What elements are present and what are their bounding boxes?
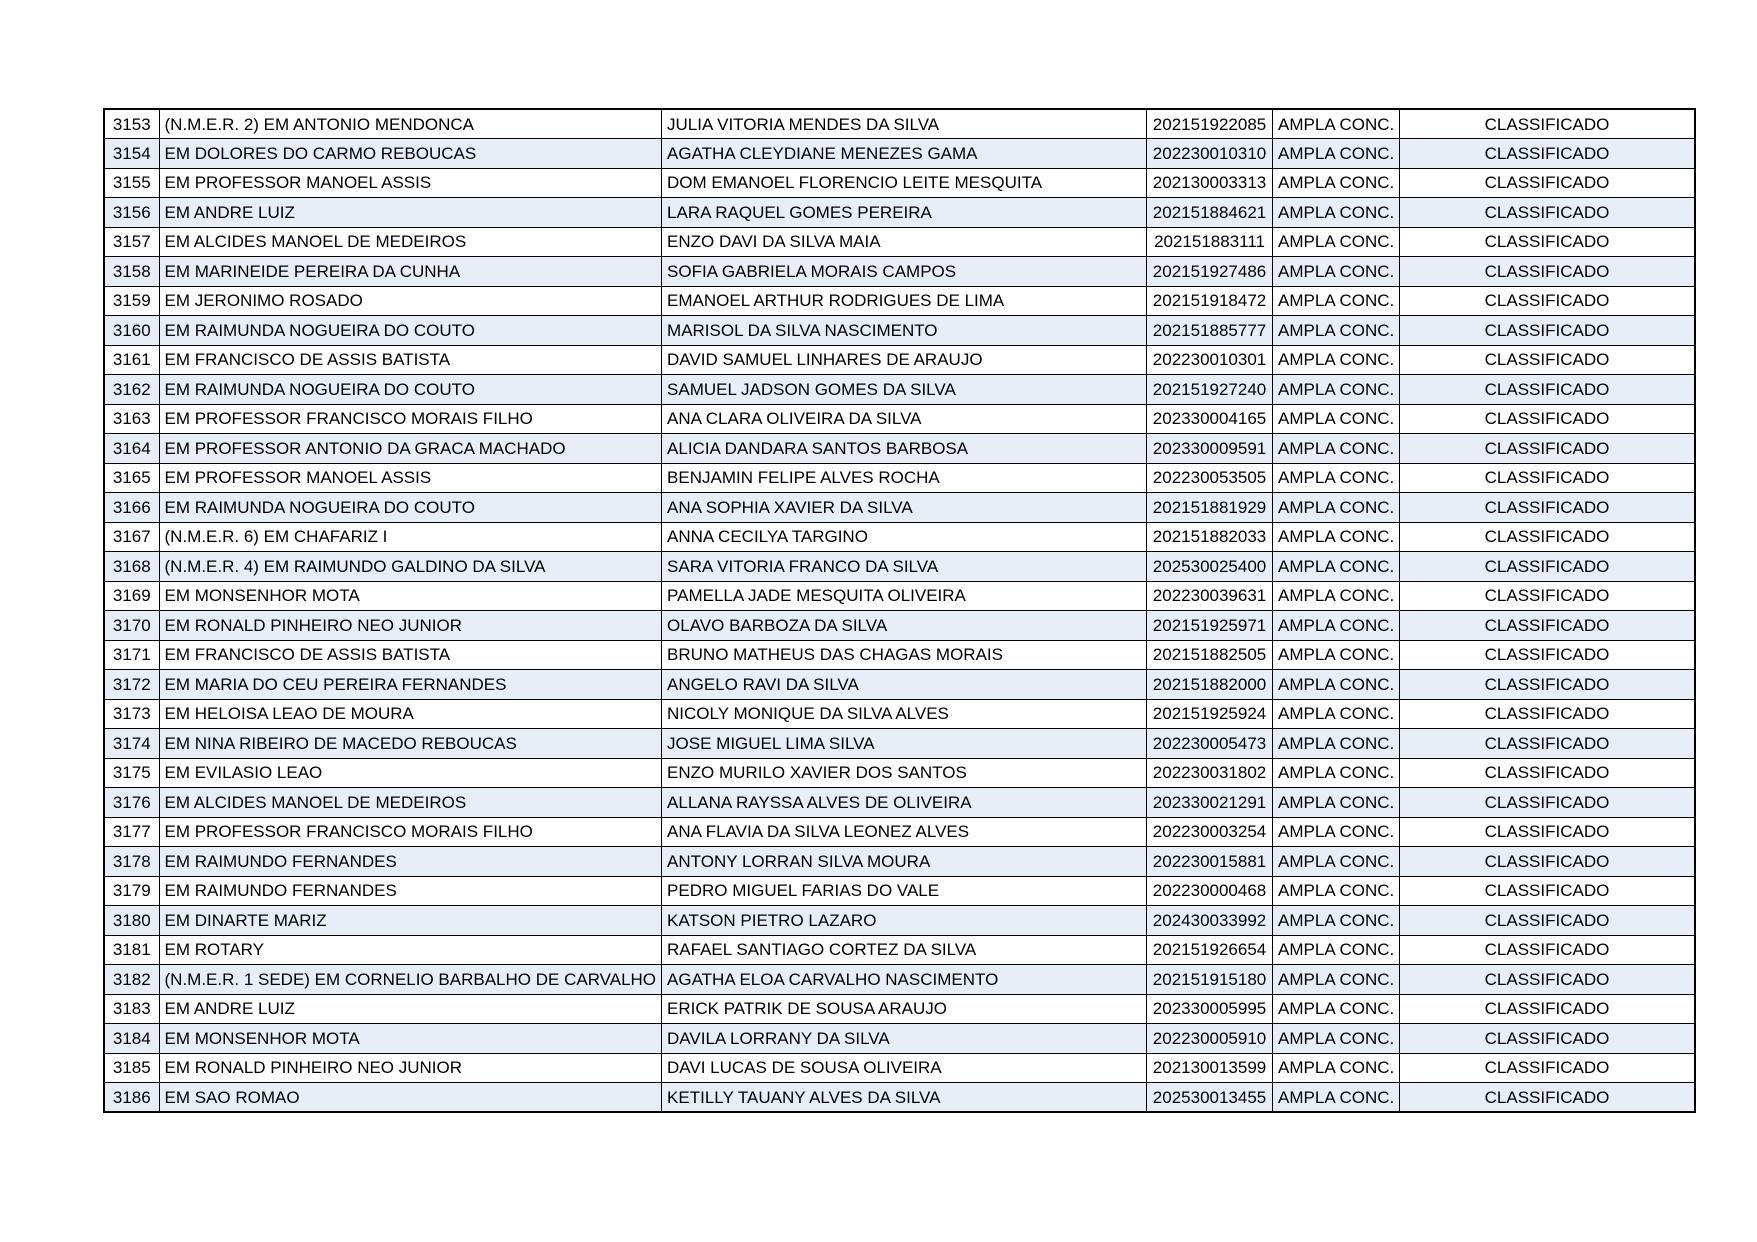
results-table-body <box>104 109 1695 1112</box>
school-cell: EM RAIMUNDA NOGUEIRA DO COUTO <box>159 493 662 523</box>
rank-cell: 3163 <box>104 404 159 434</box>
student-cell: ALICIA DANDARA SANTOS BARBOSA <box>662 434 1147 464</box>
status-cell: CLASSIFICADO <box>1400 758 1695 788</box>
table-row <box>104 522 1695 552</box>
category-cell: AMPLA CONC. <box>1273 581 1400 611</box>
student-cell: KATSON PIETRO LAZARO <box>662 906 1147 936</box>
school-cell: EM RONALD PINHEIRO NEO JUNIOR <box>159 1053 662 1083</box>
category-cell: AMPLA CONC. <box>1273 817 1400 847</box>
table-row <box>104 1053 1695 1083</box>
school-cell: EM MONSENHOR MOTA <box>159 1024 662 1054</box>
category-cell: AMPLA CONC. <box>1273 316 1400 346</box>
category-cell: AMPLA CONC. <box>1273 670 1400 700</box>
enrollment-cell: 202330009591 <box>1147 434 1273 464</box>
results-table <box>103 108 1696 1113</box>
table-row <box>104 581 1695 611</box>
rank-cell: 3170 <box>104 611 159 641</box>
table-row <box>104 168 1695 198</box>
category-cell: AMPLA CONC. <box>1273 965 1400 995</box>
student-cell: AGATHA CLEYDIANE MENEZES GAMA <box>662 139 1147 169</box>
school-cell: EM ALCIDES MANOEL DE MEDEIROS <box>159 788 662 818</box>
student-cell: JOSE MIGUEL LIMA SILVA <box>662 729 1147 759</box>
status-cell: CLASSIFICADO <box>1400 198 1695 228</box>
rank-cell: 3168 <box>104 552 159 582</box>
table-row <box>104 994 1695 1024</box>
enrollment-cell: 202230003254 <box>1147 817 1273 847</box>
rank-cell: 3160 <box>104 316 159 346</box>
category-cell: AMPLA CONC. <box>1273 906 1400 936</box>
enrollment-cell: 202151922085 <box>1147 109 1273 139</box>
enrollment-cell: 202151885777 <box>1147 316 1273 346</box>
status-cell: CLASSIFICADO <box>1400 404 1695 434</box>
student-cell: SOFIA GABRIELA MORAIS CAMPOS <box>662 257 1147 287</box>
student-cell: SARA VITORIA FRANCO DA SILVA <box>662 552 1147 582</box>
status-cell: CLASSIFICADO <box>1400 1083 1695 1113</box>
table-row <box>104 906 1695 936</box>
table-row <box>104 227 1695 257</box>
category-cell: AMPLA CONC. <box>1273 109 1400 139</box>
category-cell: AMPLA CONC. <box>1273 847 1400 877</box>
student-cell: RAFAEL SANTIAGO CORTEZ DA SILVA <box>662 935 1147 965</box>
category-cell: AMPLA CONC. <box>1273 227 1400 257</box>
category-cell: AMPLA CONC. <box>1273 434 1400 464</box>
rank-cell: 3157 <box>104 227 159 257</box>
enrollment-cell: 202151882505 <box>1147 640 1273 670</box>
category-cell: AMPLA CONC. <box>1273 1024 1400 1054</box>
status-cell: CLASSIFICADO <box>1400 670 1695 700</box>
table-row <box>104 316 1695 346</box>
table-row <box>104 109 1695 139</box>
table-row <box>104 286 1695 316</box>
rank-cell: 3186 <box>104 1083 159 1113</box>
rank-cell: 3172 <box>104 670 159 700</box>
category-cell: AMPLA CONC. <box>1273 640 1400 670</box>
student-cell: NICOLY MONIQUE DA SILVA ALVES <box>662 699 1147 729</box>
status-cell: CLASSIFICADO <box>1400 847 1695 877</box>
rank-cell: 3155 <box>104 168 159 198</box>
status-cell: CLASSIFICADO <box>1400 463 1695 493</box>
status-cell: CLASSIFICADO <box>1400 375 1695 405</box>
school-cell: EM MARINEIDE PEREIRA DA CUNHA <box>159 257 662 287</box>
school-cell: EM DOLORES DO CARMO REBOUCAS <box>159 139 662 169</box>
school-cell: EM PROFESSOR ANTONIO DA GRACA MACHADO <box>159 434 662 464</box>
table-row <box>104 847 1695 877</box>
enrollment-cell: 202151918472 <box>1147 286 1273 316</box>
category-cell: AMPLA CONC. <box>1273 1053 1400 1083</box>
student-cell: ANA FLAVIA DA SILVA LEONEZ ALVES <box>662 817 1147 847</box>
enrollment-cell: 202530013455 <box>1147 1083 1273 1113</box>
school-cell: EM MARIA DO CEU PEREIRA FERNANDES <box>159 670 662 700</box>
student-cell: ANNA CECILYA TARGINO <box>662 522 1147 552</box>
category-cell: AMPLA CONC. <box>1273 463 1400 493</box>
rank-cell: 3169 <box>104 581 159 611</box>
school-cell: (N.M.E.R. 2) EM ANTONIO MENDONCA <box>159 109 662 139</box>
status-cell: CLASSIFICADO <box>1400 611 1695 641</box>
enrollment-cell: 202151881929 <box>1147 493 1273 523</box>
student-cell: BRUNO MATHEUS DAS CHAGAS MORAIS <box>662 640 1147 670</box>
enrollment-cell: 202151884621 <box>1147 198 1273 228</box>
rank-cell: 3177 <box>104 817 159 847</box>
student-cell: ENZO DAVI DA SILVA MAIA <box>662 227 1147 257</box>
category-cell: AMPLA CONC. <box>1273 935 1400 965</box>
rank-cell: 3167 <box>104 522 159 552</box>
student-cell: OLAVO BARBOZA DA SILVA <box>662 611 1147 641</box>
enrollment-cell: 202230010310 <box>1147 139 1273 169</box>
school-cell: EM HELOISA LEAO DE MOURA <box>159 699 662 729</box>
student-cell: PAMELLA JADE MESQUITA OLIVEIRA <box>662 581 1147 611</box>
category-cell: AMPLA CONC. <box>1273 611 1400 641</box>
category-cell: AMPLA CONC. <box>1273 758 1400 788</box>
school-cell: EM SAO ROMAO <box>159 1083 662 1113</box>
school-cell: EM RONALD PINHEIRO NEO JUNIOR <box>159 611 662 641</box>
category-cell: AMPLA CONC. <box>1273 994 1400 1024</box>
student-cell: ANTONY LORRAN SILVA MOURA <box>662 847 1147 877</box>
rank-cell: 3153 <box>104 109 159 139</box>
rank-cell: 3183 <box>104 994 159 1024</box>
category-cell: AMPLA CONC. <box>1273 522 1400 552</box>
school-cell: EM FRANCISCO DE ASSIS BATISTA <box>159 345 662 375</box>
status-cell: CLASSIFICADO <box>1400 935 1695 965</box>
student-cell: BENJAMIN FELIPE ALVES ROCHA <box>662 463 1147 493</box>
school-cell: EM PROFESSOR MANOEL ASSIS <box>159 463 662 493</box>
student-cell: MARISOL DA SILVA NASCIMENTO <box>662 316 1147 346</box>
school-cell: EM ANDRE LUIZ <box>159 994 662 1024</box>
rank-cell: 3159 <box>104 286 159 316</box>
rank-cell: 3154 <box>104 139 159 169</box>
status-cell: CLASSIFICADO <box>1400 286 1695 316</box>
school-cell: EM MONSENHOR MOTA <box>159 581 662 611</box>
table-row <box>104 1024 1695 1054</box>
table-row <box>104 493 1695 523</box>
rank-cell: 3156 <box>104 198 159 228</box>
school-cell: EM NINA RIBEIRO DE MACEDO REBOUCAS <box>159 729 662 759</box>
status-cell: CLASSIFICADO <box>1400 139 1695 169</box>
school-cell: EM PROFESSOR MANOEL ASSIS <box>159 168 662 198</box>
status-cell: CLASSIFICADO <box>1400 699 1695 729</box>
student-cell: DAVID SAMUEL LINHARES DE ARAUJO <box>662 345 1147 375</box>
status-cell: CLASSIFICADO <box>1400 729 1695 759</box>
table-row <box>104 404 1695 434</box>
school-cell: EM JERONIMO ROSADO <box>159 286 662 316</box>
table-row <box>104 198 1695 228</box>
enrollment-cell: 202230031802 <box>1147 758 1273 788</box>
rank-cell: 3185 <box>104 1053 159 1083</box>
table-row <box>104 434 1695 464</box>
table-row <box>104 729 1695 759</box>
rank-cell: 3175 <box>104 758 159 788</box>
enrollment-cell: 202230015881 <box>1147 847 1273 877</box>
category-cell: AMPLA CONC. <box>1273 198 1400 228</box>
enrollment-cell: 202530025400 <box>1147 552 1273 582</box>
status-cell: CLASSIFICADO <box>1400 640 1695 670</box>
student-cell: SAMUEL JADSON GOMES DA SILVA <box>662 375 1147 405</box>
rank-cell: 3166 <box>104 493 159 523</box>
enrollment-cell: 202230039631 <box>1147 581 1273 611</box>
rank-cell: 3162 <box>104 375 159 405</box>
enrollment-cell: 202130013599 <box>1147 1053 1273 1083</box>
status-cell: CLASSIFICADO <box>1400 493 1695 523</box>
school-cell: (N.M.E.R. 1 SEDE) EM CORNELIO BARBALHO DE CARVALHO <box>159 965 662 995</box>
rank-cell: 3174 <box>104 729 159 759</box>
status-cell: CLASSIFICADO <box>1400 552 1695 582</box>
category-cell: AMPLA CONC. <box>1273 788 1400 818</box>
category-cell: AMPLA CONC. <box>1273 493 1400 523</box>
enrollment-cell: 202151915180 <box>1147 965 1273 995</box>
category-cell: AMPLA CONC. <box>1273 375 1400 405</box>
status-cell: CLASSIFICADO <box>1400 227 1695 257</box>
status-cell: CLASSIFICADO <box>1400 434 1695 464</box>
school-cell: EM EVILASIO LEAO <box>159 758 662 788</box>
school-cell: EM ALCIDES MANOEL DE MEDEIROS <box>159 227 662 257</box>
status-cell: CLASSIFICADO <box>1400 965 1695 995</box>
school-cell: EM FRANCISCO DE ASSIS BATISTA <box>159 640 662 670</box>
student-cell: ANA SOPHIA XAVIER DA SILVA <box>662 493 1147 523</box>
school-cell: EM RAIMUNDA NOGUEIRA DO COUTO <box>159 316 662 346</box>
rank-cell: 3182 <box>104 965 159 995</box>
status-cell: CLASSIFICADO <box>1400 522 1695 552</box>
school-cell: EM RAIMUNDO FERNANDES <box>159 876 662 906</box>
table-row <box>104 935 1695 965</box>
category-cell: AMPLA CONC. <box>1273 729 1400 759</box>
rank-cell: 3165 <box>104 463 159 493</box>
enrollment-cell: 202330005995 <box>1147 994 1273 1024</box>
rank-cell: 3158 <box>104 257 159 287</box>
student-cell: DAVI LUCAS DE SOUSA OLIVEIRA <box>662 1053 1147 1083</box>
enrollment-cell: 202151882000 <box>1147 670 1273 700</box>
enrollment-cell: 202151925924 <box>1147 699 1273 729</box>
category-cell: AMPLA CONC. <box>1273 139 1400 169</box>
student-cell: ANA CLARA OLIVEIRA DA SILVA <box>662 404 1147 434</box>
category-cell: AMPLA CONC. <box>1273 699 1400 729</box>
enrollment-cell: 202130003313 <box>1147 168 1273 198</box>
school-cell: EM ROTARY <box>159 935 662 965</box>
status-cell: CLASSIFICADO <box>1400 906 1695 936</box>
student-cell: DOM EMANOEL FLORENCIO LEITE MESQUITA <box>662 168 1147 198</box>
table-row <box>104 1083 1695 1113</box>
rank-cell: 3184 <box>104 1024 159 1054</box>
enrollment-cell: 202230000468 <box>1147 876 1273 906</box>
rank-cell: 3176 <box>104 788 159 818</box>
table-row <box>104 670 1695 700</box>
rank-cell: 3180 <box>104 906 159 936</box>
student-cell: PEDRO MIGUEL FARIAS DO VALE <box>662 876 1147 906</box>
status-cell: CLASSIFICADO <box>1400 316 1695 346</box>
student-cell: EMANOEL ARTHUR RODRIGUES DE LIMA <box>662 286 1147 316</box>
rank-cell: 3173 <box>104 699 159 729</box>
category-cell: AMPLA CONC. <box>1273 168 1400 198</box>
enrollment-cell: 202230010301 <box>1147 345 1273 375</box>
table-row <box>104 611 1695 641</box>
enrollment-cell: 202151883111 <box>1147 227 1273 257</box>
enrollment-cell: 202230053505 <box>1147 463 1273 493</box>
table-row <box>104 345 1695 375</box>
category-cell: AMPLA CONC. <box>1273 286 1400 316</box>
rank-cell: 3181 <box>104 935 159 965</box>
status-cell: CLASSIFICADO <box>1400 257 1695 287</box>
enrollment-cell: 202430033992 <box>1147 906 1273 936</box>
rank-cell: 3171 <box>104 640 159 670</box>
status-cell: CLASSIFICADO <box>1400 345 1695 375</box>
category-cell: AMPLA CONC. <box>1273 404 1400 434</box>
school-cell: EM PROFESSOR FRANCISCO MORAIS FILHO <box>159 817 662 847</box>
school-cell: EM PROFESSOR FRANCISCO MORAIS FILHO <box>159 404 662 434</box>
category-cell: AMPLA CONC. <box>1273 257 1400 287</box>
school-cell: EM DINARTE MARIZ <box>159 906 662 936</box>
status-cell: CLASSIFICADO <box>1400 788 1695 818</box>
rank-cell: 3164 <box>104 434 159 464</box>
status-cell: CLASSIFICADO <box>1400 1024 1695 1054</box>
enrollment-cell: 202151926654 <box>1147 935 1273 965</box>
table-row <box>104 640 1695 670</box>
school-cell: (N.M.E.R. 4) EM RAIMUNDO GALDINO DA SILVA <box>159 552 662 582</box>
enrollment-cell: 202330021291 <box>1147 788 1273 818</box>
table-row <box>104 699 1695 729</box>
rank-cell: 3178 <box>104 847 159 877</box>
table-row <box>104 552 1695 582</box>
school-cell: EM RAIMUNDO FERNANDES <box>159 847 662 877</box>
student-cell: LARA RAQUEL GOMES PEREIRA <box>662 198 1147 228</box>
enrollment-cell: 202151882033 <box>1147 522 1273 552</box>
student-cell: KETILLY TAUANY ALVES DA SILVA <box>662 1083 1147 1113</box>
enrollment-cell: 202230005473 <box>1147 729 1273 759</box>
status-cell: CLASSIFICADO <box>1400 994 1695 1024</box>
table-row <box>104 788 1695 818</box>
table-row <box>104 876 1695 906</box>
status-cell: CLASSIFICADO <box>1400 876 1695 906</box>
category-cell: AMPLA CONC. <box>1273 345 1400 375</box>
enrollment-cell: 202330004165 <box>1147 404 1273 434</box>
status-cell: CLASSIFICADO <box>1400 168 1695 198</box>
category-cell: AMPLA CONC. <box>1273 876 1400 906</box>
student-cell: ENZO MURILO XAVIER DOS SANTOS <box>662 758 1147 788</box>
student-cell: ERICK PATRIK DE SOUSA ARAUJO <box>662 994 1147 1024</box>
student-cell: DAVILA LORRANY DA SILVA <box>662 1024 1147 1054</box>
enrollment-cell: 202151925971 <box>1147 611 1273 641</box>
enrollment-cell: 202151927486 <box>1147 257 1273 287</box>
status-cell: CLASSIFICADO <box>1400 1053 1695 1083</box>
student-cell: JULIA VITORIA MENDES DA SILVA <box>662 109 1147 139</box>
student-cell: AGATHA ELOA CARVALHO NASCIMENTO <box>662 965 1147 995</box>
category-cell: AMPLA CONC. <box>1273 1083 1400 1113</box>
enrollment-cell: 202230005910 <box>1147 1024 1273 1054</box>
table-row <box>104 758 1695 788</box>
student-cell: ALLANA RAYSSA ALVES DE OLIVEIRA <box>662 788 1147 818</box>
student-cell: ANGELO RAVI DA SILVA <box>662 670 1147 700</box>
enrollment-cell: 202151927240 <box>1147 375 1273 405</box>
school-cell: EM RAIMUNDA NOGUEIRA DO COUTO <box>159 375 662 405</box>
category-cell: AMPLA CONC. <box>1273 552 1400 582</box>
status-cell: CLASSIFICADO <box>1400 109 1695 139</box>
rank-cell: 3161 <box>104 345 159 375</box>
table-row <box>104 463 1695 493</box>
table-row <box>104 965 1695 995</box>
school-cell: (N.M.E.R. 6) EM CHAFARIZ I <box>159 522 662 552</box>
table-row <box>104 139 1695 169</box>
rank-cell: 3179 <box>104 876 159 906</box>
table-row <box>104 375 1695 405</box>
status-cell: CLASSIFICADO <box>1400 817 1695 847</box>
school-cell: EM ANDRE LUIZ <box>159 198 662 228</box>
status-cell: CLASSIFICADO <box>1400 581 1695 611</box>
table-row <box>104 257 1695 287</box>
table-row <box>104 817 1695 847</box>
